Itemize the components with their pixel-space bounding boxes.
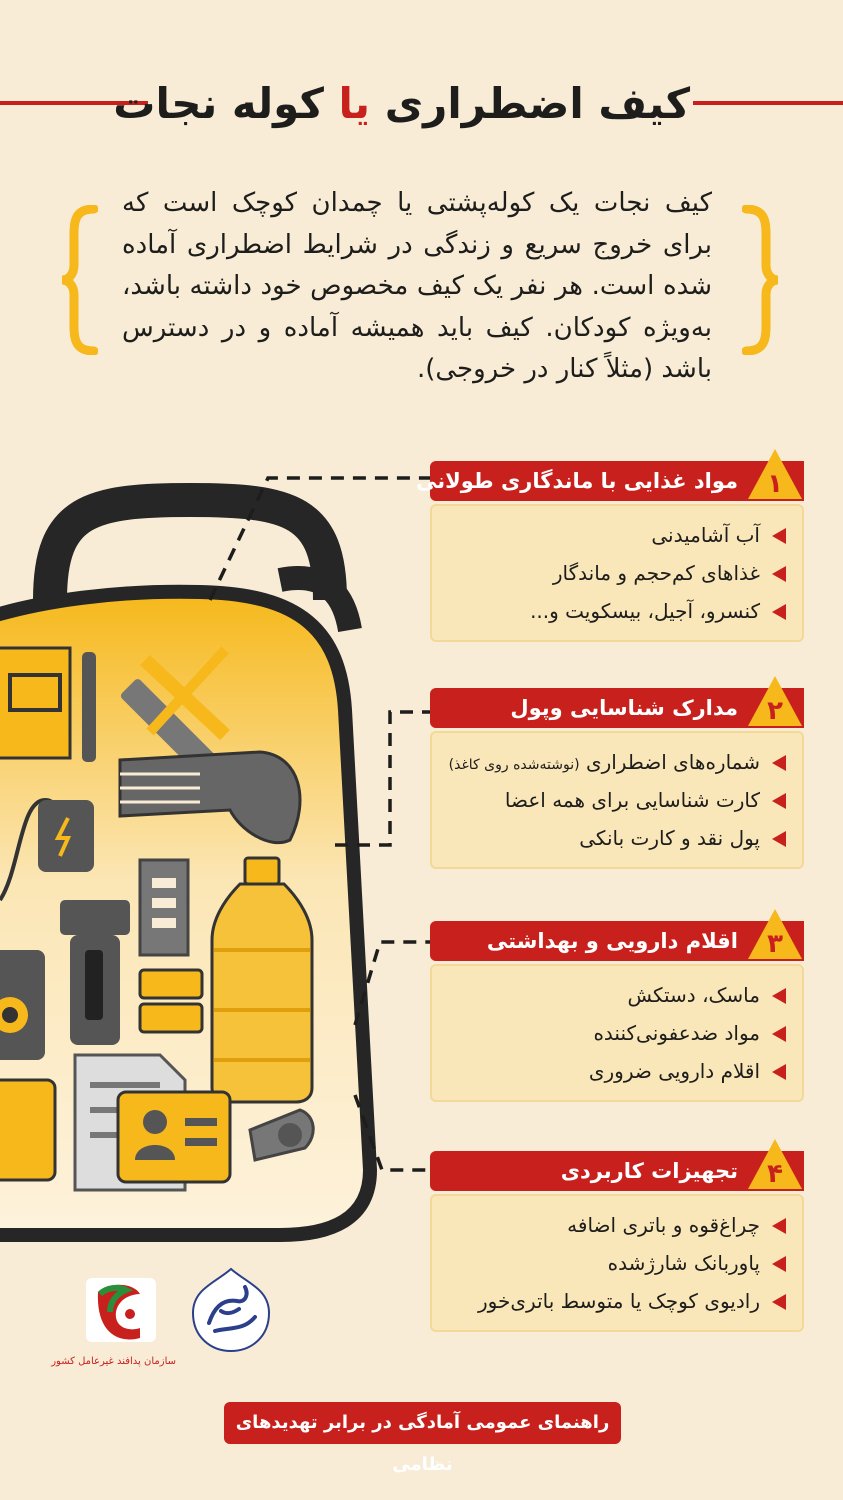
- section-3-title: اقلام دارویی و بهداشتی: [486, 929, 738, 953]
- section-4-number: ۴: [767, 1159, 783, 1189]
- section-4-list: [430, 1194, 804, 1332]
- item-text: رادیوی کوچک یا متوسط باتری‌خور: [478, 1289, 760, 1313]
- item-text: پول نقد و کارت بانکی: [579, 826, 760, 850]
- item-text: کارت شناسایی برای همه اعضا: [504, 788, 760, 812]
- section-1-title: مواد غذایی با ماندگاری طولانی: [415, 469, 738, 493]
- title-part-3: کوله نجات: [113, 79, 324, 128]
- list-item: [442, 1052, 788, 1090]
- list-item: [442, 516, 788, 554]
- calligraphy-logo: [185, 1265, 277, 1355]
- section-3-number: ۳: [767, 929, 783, 959]
- section-4-header: [430, 1151, 804, 1191]
- list-item: [442, 1282, 788, 1320]
- list-item: [442, 554, 788, 592]
- section-2-list: [430, 731, 804, 869]
- item-text: چراغ‌قوه و باتری اضافه: [567, 1213, 760, 1237]
- section-1-number: ۱: [767, 469, 783, 499]
- section-2-title: مدارک شناسایی وپول: [510, 696, 738, 720]
- item-text: آب آشامیدنی: [651, 523, 760, 547]
- list-item: [442, 1206, 788, 1244]
- list-item: [442, 592, 788, 630]
- item-text: کنسرو، آجیل، بیسکویت و...: [530, 599, 760, 623]
- item-text: غذاهای کم‌حجم و ماندگار: [552, 561, 760, 585]
- item-text: پاوربانک شارژشده: [607, 1251, 760, 1275]
- section-3-header: [430, 921, 804, 961]
- civil-defense-logo: [78, 1272, 163, 1352]
- list-item: [442, 819, 788, 857]
- title-part-2: یا: [338, 79, 371, 128]
- footer-banner: راهنمای عمومی آمادگی در برابر تهدیدهای نظامی: [224, 1402, 621, 1444]
- list-item: [442, 781, 788, 819]
- list-item: [442, 976, 788, 1014]
- item-text: اقلام دارویی ضروری: [588, 1059, 760, 1083]
- section-2-number: ۲: [767, 696, 783, 726]
- item-text: مواد ضدعفونی‌کننده: [593, 1021, 760, 1045]
- item-text: شماره‌های اضطراری: [585, 750, 760, 774]
- item-note: (نوشته‌شده روی کاغذ): [448, 757, 580, 773]
- list-item: [442, 1014, 788, 1052]
- list-item: [442, 743, 788, 781]
- item-text: ماسک، دستکش: [627, 983, 760, 1007]
- section-1-list: [430, 504, 804, 642]
- list-item: [442, 1244, 788, 1282]
- section-1-header: [415, 461, 804, 501]
- section-3-list: [430, 964, 804, 1102]
- section-4-title: تجهیزات کاربردی: [560, 1159, 738, 1183]
- section-2-header: [430, 688, 804, 728]
- civil-defense-caption: سازمان پدافند غیرعامل کشور: [51, 1356, 176, 1367]
- intro-text: کیف نجات یک کوله‌پشتی یا چمدان کوچک است که برای خروج سریع و زندگی در شرایط اضطراری آماده شده است. هر نفر یک کیف مخصوص خود داشته باشد، به‌ویژه کودکان. کیف باید همیشه آماده و در دسترس باشد (مثلاً کنار در خروجی).: [122, 188, 712, 384]
- title-part-1: کیف اضطراری: [384, 79, 690, 128]
